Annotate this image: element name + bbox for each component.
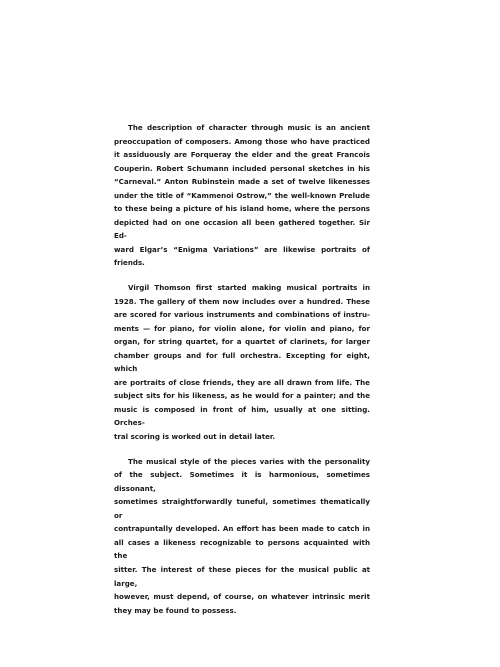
text-line: tral scoring is worked out in detail later. bbox=[114, 432, 276, 442]
text-line: music is composed in front of him, usually at one sitting. Orches- bbox=[114, 404, 370, 428]
paragraph-2 bbox=[114, 281, 370, 444]
text-line: to these being a picture of his island home, where the persons bbox=[114, 204, 370, 214]
paragraph-3 bbox=[114, 455, 370, 618]
text-line: ments — for piano, for violin alone, for violin and piano, for bbox=[114, 323, 370, 333]
text-line: they may be found to possess. bbox=[114, 605, 237, 615]
text-line: under the title of “Kammenoi Ostrow,” the well-known Prelude bbox=[114, 190, 370, 200]
text-line: chamber groups and for full orchestra. Excepting for eight, which bbox=[114, 350, 370, 374]
text-line: sitter. The interest of these pieces for the musical public at large, bbox=[114, 564, 370, 588]
text-line: depicted had on one occasion all been gathered together. Sir Ed- bbox=[114, 217, 370, 241]
text-line: are portraits of close friends, they are all drawn from life. The bbox=[114, 377, 370, 387]
text-line: organ, for string quartet, for a quartet of clarinets, for larger bbox=[114, 337, 370, 347]
text-line: “Carneval.” Anton Rubinstein made a set of twelve likenesses bbox=[114, 177, 370, 187]
text-line: of the subject. Sometimes it is harmonious, sometimes dissonant, bbox=[114, 470, 370, 493]
text-line: The description of character through music is an ancient bbox=[128, 123, 370, 132]
text-line: Virgil Thomson first started making musical portraits in bbox=[128, 283, 370, 293]
text-line: contrapuntally developed. An effort has been made to catch in bbox=[114, 524, 370, 534]
text-line: all cases a likeness recognizable to persons acquainted with the bbox=[114, 537, 370, 561]
paragraph-1 bbox=[114, 121, 370, 270]
text-line: subject sits for his likeness, as he would for a painter; and the bbox=[114, 391, 370, 401]
text-line: Couperin. Robert Schumann included personal sketches in his bbox=[114, 163, 370, 173]
text-line: preoccupation of composers. Among those who have practiced bbox=[114, 136, 370, 146]
text-line: 1928. The gallery of them now includes over a hundred. These bbox=[114, 296, 370, 306]
text-line: ward Elgar’s “Enigma Variations” are likewise portraits of friends. bbox=[114, 244, 370, 268]
text-line: The musical style of the pieces varies with the personality bbox=[128, 456, 370, 466]
body-text bbox=[114, 121, 370, 617]
text-line: however, must depend, of course, on whatever intrinsic merit bbox=[114, 592, 370, 602]
text-line: are scored for various instruments and combinations of instru- bbox=[114, 310, 370, 320]
text-line: it assiduously are Forqueray the elder and the great Francois bbox=[114, 150, 370, 160]
text-line: sometimes straightforwardly tuneful, sometimes thematically or bbox=[114, 497, 370, 520]
